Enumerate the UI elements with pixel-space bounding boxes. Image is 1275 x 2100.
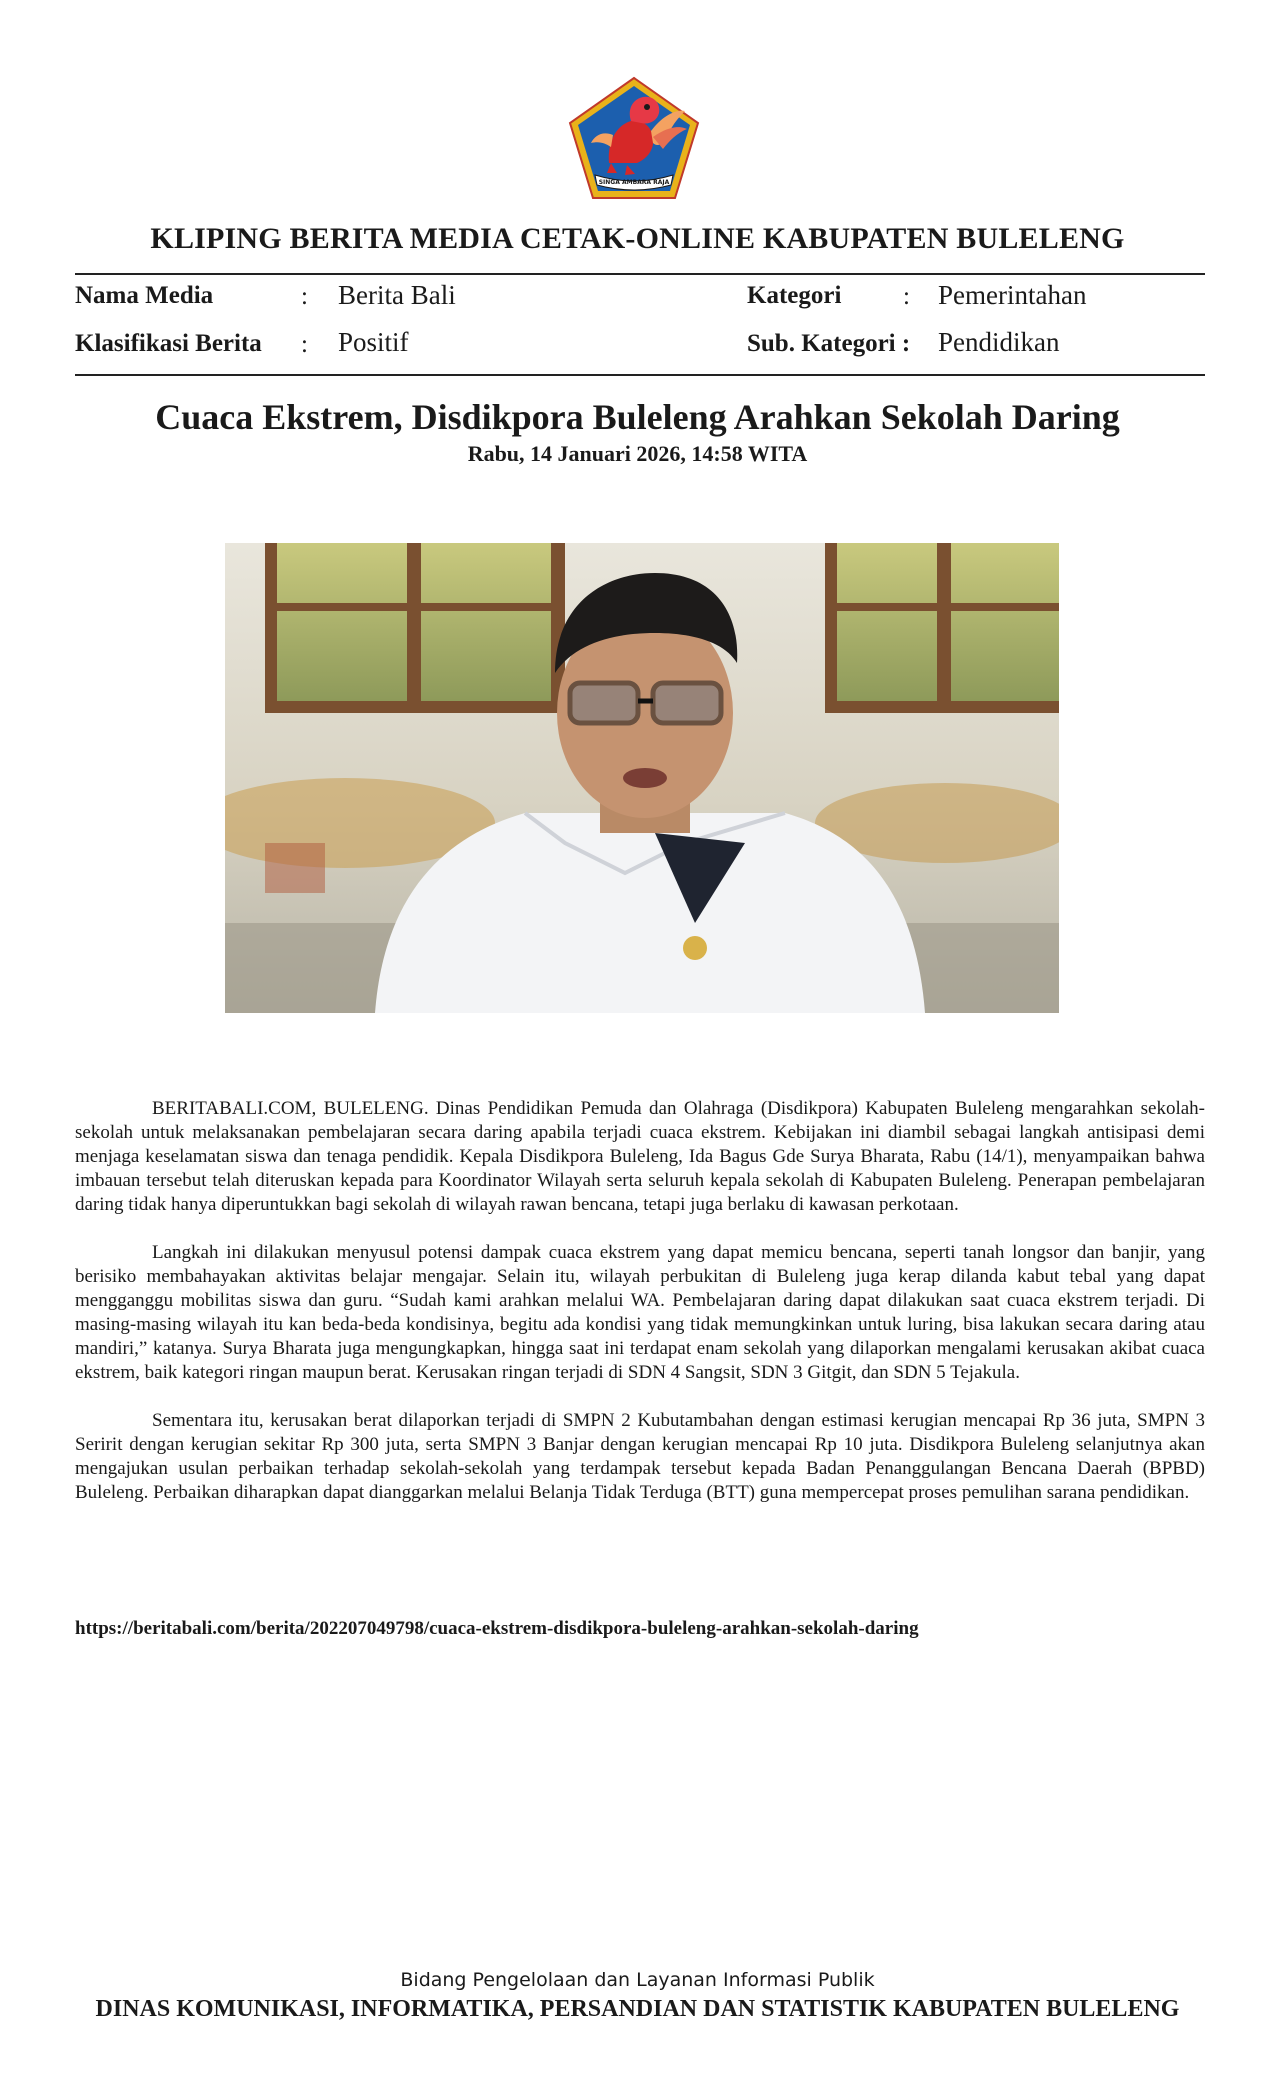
article-paragraph-3: Sementara itu, kerusakan berat dilaporkan terjadi di SMPN 2 Kubutambahan dengan estimasi kerugian mencapai Rp 36 juta, SMPN 3 Seririt dengan kerugian sekitar Rp 300 juta, serta SMPN 3 Banjar dengan kerugian mencapai Rp 10 juta. Disdikpora Buleleng selanjutnya akan mengajukan usulan perbaikan terhadap sekolah-sekolah yang terdampak tersebut kepada Badan Penanggulangan Bencana Daerah (BPBD) Buleleng. Perbaikan diharapkan dapat dianggarkan melalui Belanja Tidak Terduga (BTT) guna mempercepat proses pemulihan sarana pendidikan. — [75, 1410, 1205, 1503]
subkategori-value: Pendidikan — [938, 327, 1060, 357]
kategori-colon: : — [903, 283, 910, 310]
klasifikasi-label: Klasifikasi Berita — [75, 330, 262, 357]
article-headline: Cuaca Ekstrem, Disdikpora Buleleng Arahkan Sekolah Daring — [155, 397, 1120, 437]
klasifikasi-colon: : — [301, 331, 308, 358]
logo-emblem-icon — [567, 75, 701, 201]
article-paragraph-1: BERITABALI.COM, BULELENG. Dinas Pendidikan Pemuda dan Olahraga (Disdikpora) Kabupaten Buleleng mengarahkan sekolah-sekolah untuk melaksanakan pembelajaran secara daring apabila terjadi cuaca ekstrem. Kebijakan ini diambil sebagai langkah antisipasi demi menjaga keselamatan siswa dan tenaga pendidik. Kepala Disdikpora Buleleng, Ida Bagus Gde Surya Bharata, Rabu (14/1), menyampaikan bahwa imbauan tersebut telah diteruskan kepada para Koordinator Wilayah serta seluruh kepala sekolah di Kabupaten Buleleng. Penerapan pembelajaran daring tidak hanya diperuntukkan bagi sekolah di wilayah rawan bencana, tetapi juga berlaku di kawasan perkotaan. — [75, 1098, 1205, 1215]
media-label: Nama Media — [75, 282, 214, 309]
logo-text: SINGA AMBARA RAJA — [598, 179, 670, 186]
article-date: Rabu, 14 Januari 2026, 14:58 WITA — [467, 441, 808, 466]
article-photo — [225, 543, 1059, 1013]
document-title: KLIPING BERITA MEDIA CETAK-ONLINE KABUPATEN BULELENG — [150, 222, 1125, 255]
bottom-divider — [75, 374, 1205, 376]
kategori-label: Kategori — [747, 282, 842, 309]
footer-agency: DINAS KOMUNIKASI, INFORMATIKA, PERSANDIAN DAN STATISTIK KABUPATEN BULELENG — [95, 1996, 1180, 2022]
media-value: Berita Bali — [338, 280, 456, 310]
article-body — [75, 1097, 1205, 1529]
media-colon: : — [301, 283, 308, 310]
article-paragraph-2: Langkah ini dilakukan menyusul potensi dampak cuaca ekstrem yang dapat memicu bencana, seperti tanah longsor dan banjir, yang berisiko membahayakan aktivitas belajar mengajar. Selain itu, wilayah perbukitan di Buleleng juga kerap dilanda kabut tebal yang dapat mengganggu mobilitas siswa dan guru. “Sudah kami arahkan melalui WA. Pembelajaran daring dapat dilakukan saat cuaca ekstrem terjadi. Di masing-masing wilayah itu kan beda-beda kondisinya, begitu ada kondisi yang tidak memungkinkan untuk luring, bisa lakukan secara daring atau mandiri,” katanya. Surya Bharata juga mengungkapkan, hingga saat ini terdapat enam sekolah yang dilaporkan mengalami kerusakan akibat cuaca ekstrem, baik kategori ringan maupun berat. Kerusakan ringan terjadi di SDN 4 Sangsit, SDN 3 Gitgit, dan SDN 5 Tejakula. — [75, 1242, 1205, 1383]
subkategori-label: Sub. Kategori : — [747, 330, 911, 357]
source-url[interactable]: https://beritabali.com/berita/202207049798/cuaca-ekstrem-disdikpora-buleleng-arahkan-sekolah-daring — [75, 1618, 919, 1639]
klasifikasi-value: Positif — [338, 327, 409, 357]
top-divider — [75, 273, 1205, 275]
kategori-value: Pemerintahan — [938, 280, 1087, 310]
footer-division: Bidang Pengelolaan dan Layanan Informasi Publik — [400, 1969, 875, 1991]
